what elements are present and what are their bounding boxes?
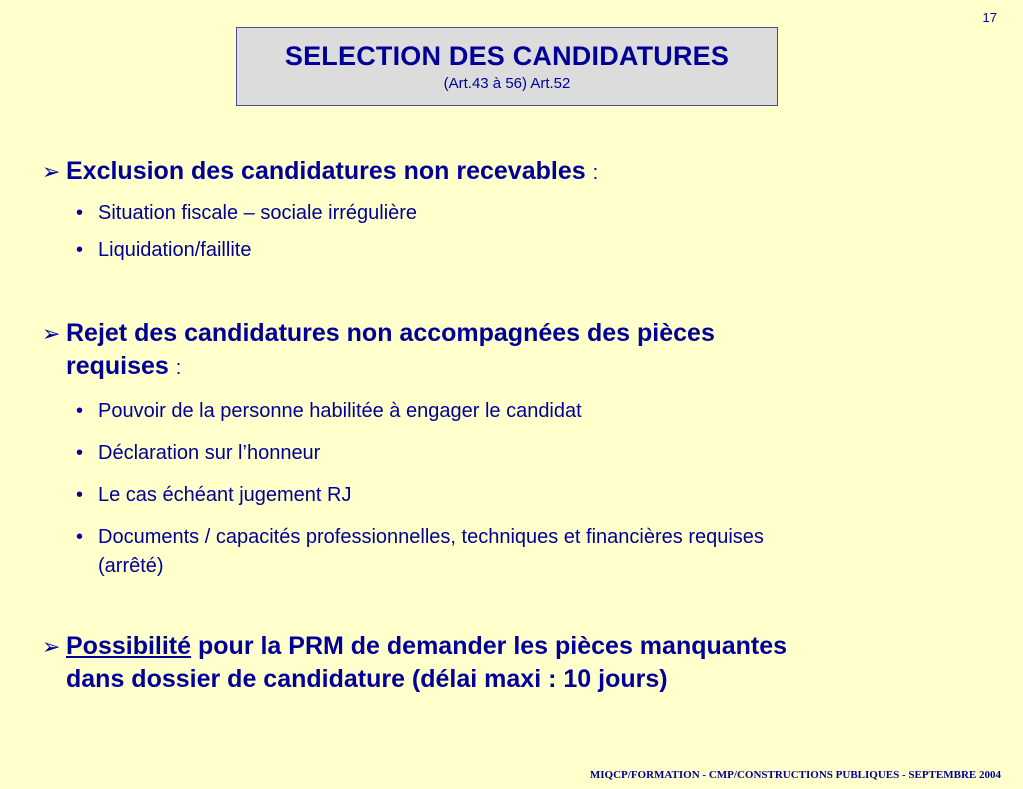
bullet-list — [42, 199, 598, 265]
list-item — [42, 199, 598, 228]
page-number: 17 — [982, 10, 997, 25]
arrow-bullet-icon: ➢ — [42, 321, 61, 346]
list-item-text: Le cas échéant jugement RJ — [98, 484, 352, 506]
page-subtitle: (Art.43 à 56) Art.52 — [443, 75, 571, 92]
list-item-text: Déclaration sur l’honneur — [98, 442, 321, 464]
title-box — [236, 27, 778, 106]
heading-text-line2: dans dossier de candidature (délai maxi : 10 jours) — [66, 665, 668, 693]
footer: MIQCP/FORMATION - CMP/CONSTRUCTIONS PUBLIQUES - SEPTEMBRE 2004 — [589, 769, 1001, 781]
heading-colon: : — [592, 162, 599, 184]
bullet-dot-icon: • — [76, 484, 84, 506]
arrow-bullet-icon: ➢ — [42, 634, 61, 659]
section-possibilite — [42, 630, 787, 696]
section-heading — [42, 630, 787, 696]
page-title: SELECTION DES CANDIDATURES — [284, 41, 730, 71]
heading-text: Exclusion des candidatures non recevables — [66, 157, 586, 185]
list-item — [42, 481, 764, 510]
section-rejet — [42, 317, 764, 581]
bullet-dot-icon: • — [76, 442, 84, 464]
arrow-bullet-icon: ➢ — [42, 159, 61, 184]
bullet-dot-icon: • — [76, 526, 84, 548]
list-item — [42, 523, 764, 581]
list-item-text-continued: (arrêté) — [98, 555, 164, 577]
heading-emphasis: Possibilité — [66, 632, 192, 660]
bullet-list — [42, 397, 764, 581]
section-heading — [42, 155, 598, 190]
bullet-dot-icon: • — [76, 239, 84, 261]
list-item-text: Documents / capacités professionnelles, techniques et financières requises — [98, 526, 764, 548]
heading-text-line1: pour la PRM de demander les pièces manquantes — [198, 632, 788, 660]
list-item-text: Liquidation/faillite — [98, 239, 252, 261]
section-heading — [42, 317, 764, 385]
bullet-dot-icon: • — [76, 202, 84, 224]
list-item — [42, 439, 764, 468]
heading-text-line2: requises — [66, 352, 169, 380]
heading-colon: : — [175, 357, 182, 379]
bullet-dot-icon: • — [76, 400, 84, 422]
list-item-text: Pouvoir de la personne habilitée à engager le candidat — [98, 400, 582, 422]
list-item — [42, 397, 764, 426]
heading-text-line1: Rejet des candidatures non accompagnées des pièces — [66, 319, 715, 347]
list-item-text: Situation fiscale – sociale irrégulière — [98, 202, 418, 224]
list-item — [42, 236, 598, 265]
section-exclusion — [42, 155, 598, 265]
